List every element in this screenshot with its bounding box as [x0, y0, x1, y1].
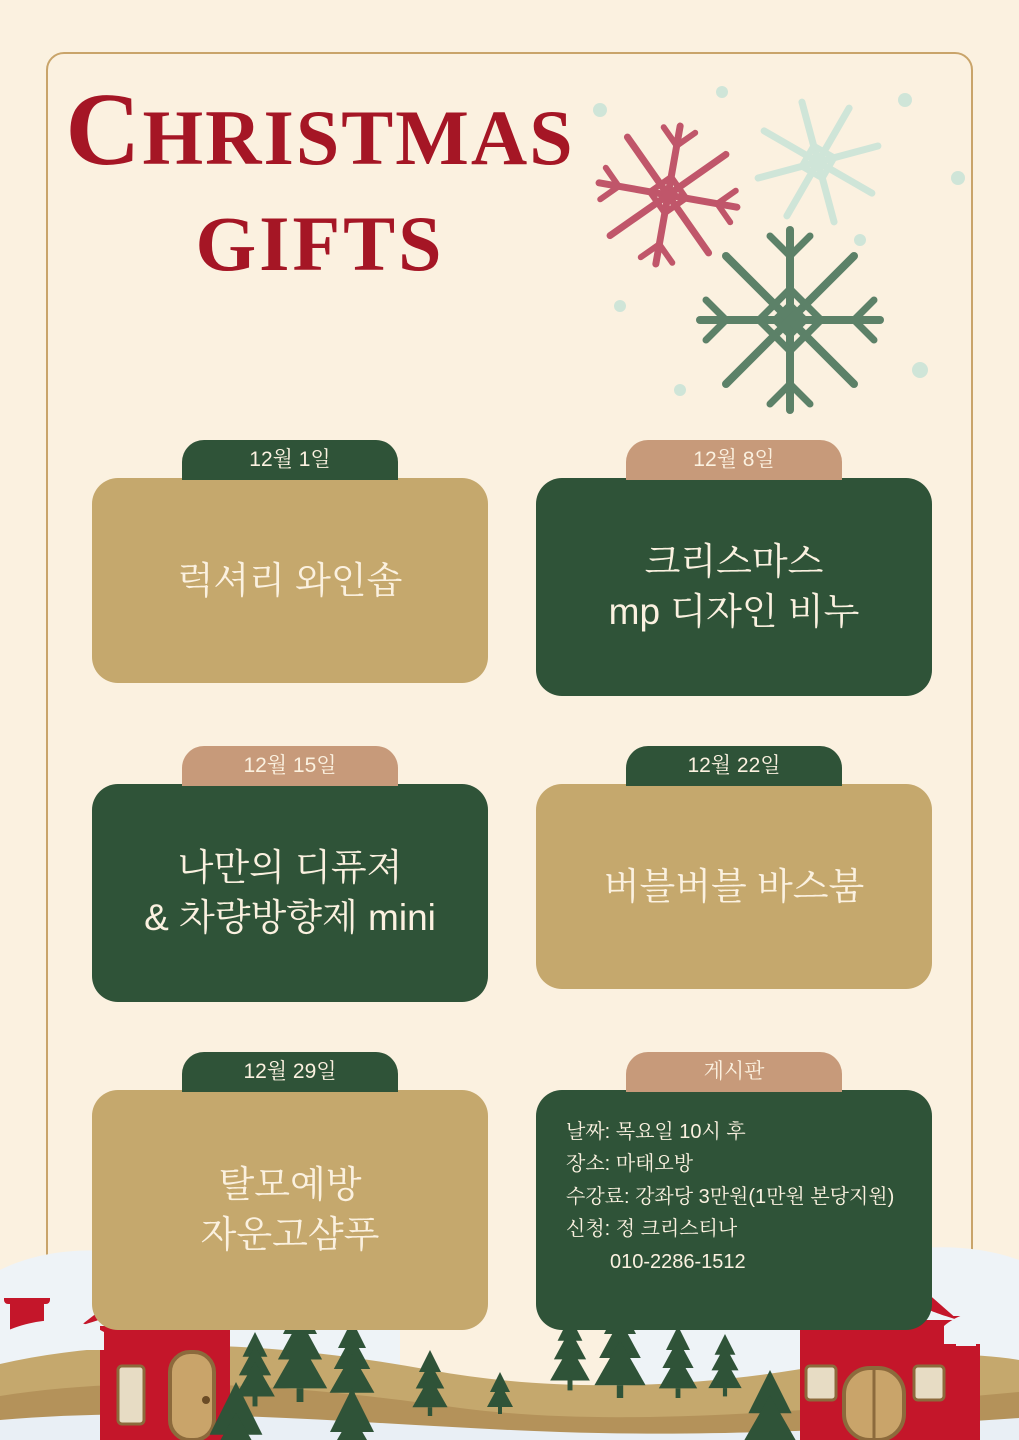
gift-card-4-title: 버블버블 바스붐	[603, 865, 865, 907]
gift-card-3-title-line-1: 나만의 디퓨져	[177, 847, 403, 889]
snowflakes-decoration	[560, 70, 980, 430]
title-line-1-rest: HRISTMAS	[142, 94, 575, 181]
info-line-fee: 수강료: 강좌당 3만원(1만원 본당지원)	[566, 1185, 895, 1208]
card-row-3	[92, 1052, 932, 1330]
gift-card-3-title	[144, 843, 436, 942]
gift-card-2-body	[536, 478, 932, 696]
gift-card-2[interactable]	[536, 440, 932, 696]
poster-title	[60, 72, 580, 289]
gift-card-5-body	[92, 1090, 488, 1330]
gift-card-5-title-line-1: 탈모예방	[218, 1164, 362, 1206]
info-board-tag: 게시판	[626, 1052, 842, 1092]
gift-card-3[interactable]	[92, 746, 488, 1002]
snowflake-green-icon	[700, 230, 880, 410]
info-line-date: 날짜: 목요일 10시 후	[566, 1121, 746, 1143]
gift-card-3-date: 12월 15일	[182, 746, 398, 786]
gift-card-4-body	[536, 784, 932, 989]
gift-card-3-body	[92, 784, 488, 1002]
gift-card-1-date: 12월 1일	[182, 440, 398, 480]
info-line-phone: 010-2286-1512	[610, 1250, 746, 1273]
gift-schedule-grid	[92, 440, 932, 1380]
title-dropcap: C	[65, 72, 143, 187]
gift-card-1-body	[92, 478, 488, 683]
gift-card-1-title: 럭셔리 와인솝	[177, 559, 403, 601]
gift-card-5[interactable]	[92, 1052, 488, 1330]
gift-card-2-title	[609, 537, 860, 636]
gift-card-4-date: 12월 22일	[626, 746, 842, 786]
gift-card-5-date: 12월 29일	[182, 1052, 398, 1092]
gift-card-5-title	[201, 1160, 380, 1259]
card-row-1	[92, 440, 932, 696]
title-line-1	[60, 72, 580, 187]
gift-card-1[interactable]	[92, 440, 488, 696]
gift-card-2-title-line-2: mp 디자인 비누	[608, 591, 860, 632]
info-board-body	[536, 1090, 932, 1330]
gift-card-4[interactable]	[536, 746, 932, 1002]
info-line-place: 장소: 마태오방	[566, 1153, 694, 1176]
gift-card-3-title-line-2: & 차량방향제 mini	[144, 897, 436, 938]
gift-card-5-title-line-2: 자운고샴푸	[200, 1214, 380, 1255]
info-board[interactable]	[536, 1052, 932, 1330]
title-line-2: GIFTS	[195, 200, 445, 287]
card-row-2	[92, 746, 932, 1002]
gift-card-2-date: 12월 8일	[626, 440, 842, 480]
snowflake-red-icon	[587, 114, 749, 276]
gift-card-2-title-line-1: 크리스마스	[644, 541, 824, 583]
snowflake-mint-icon	[742, 86, 894, 238]
info-line-contact: 신청: 정 크리스티나	[566, 1218, 738, 1241]
